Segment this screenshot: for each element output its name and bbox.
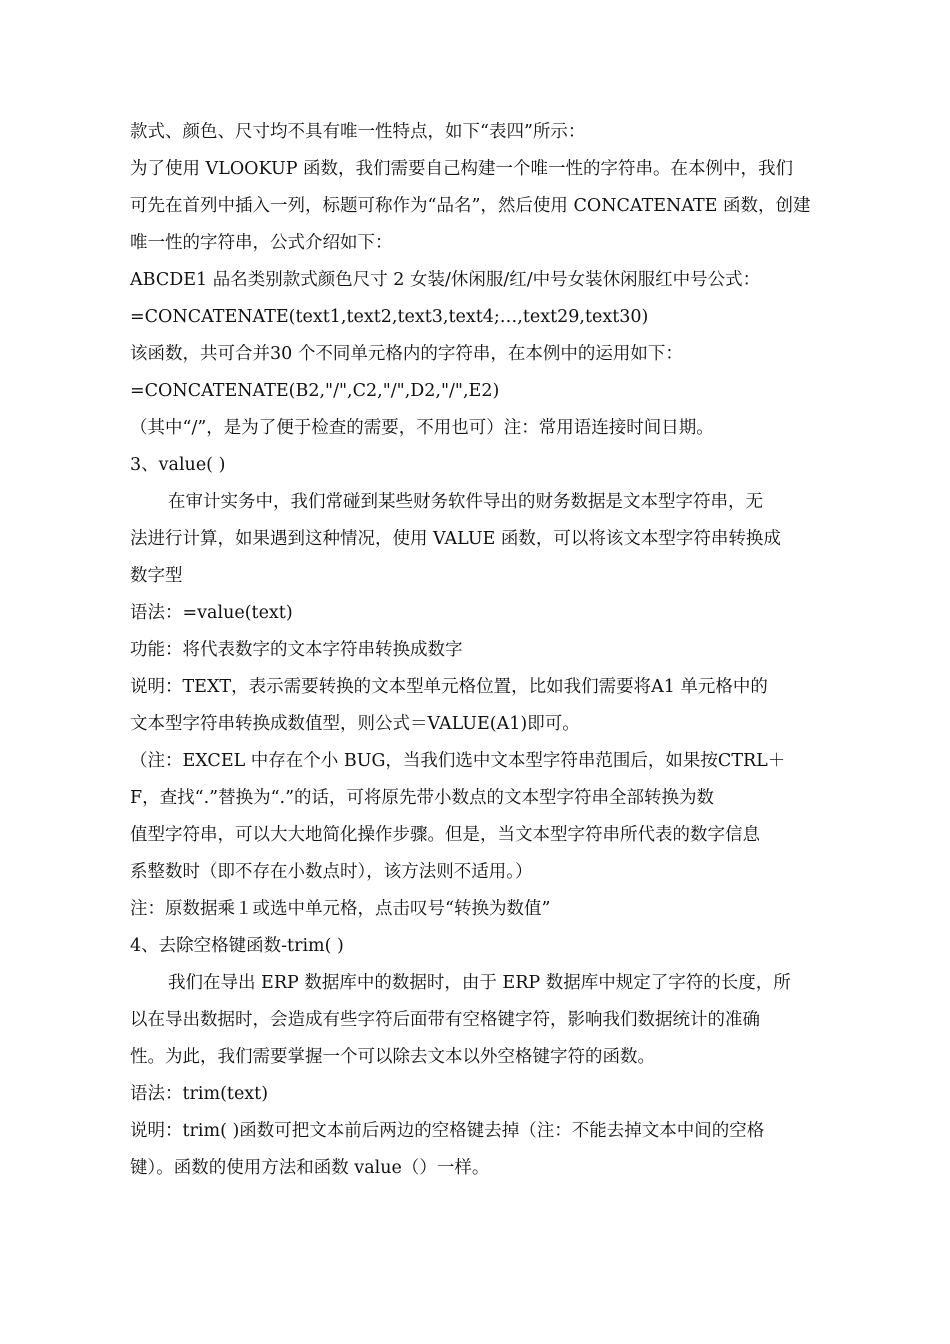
text-line: 说明：trim( )函数可把文本前后两边的空格键去掉（注：不能去掉文本中间的空格 [130,1121,765,1141]
formula-line: =CONCATENATE(B2,"/",C2,"/",D2,"/",E2) [130,381,500,401]
section-heading: 4、去除空格键函数-trim( ) [130,936,344,956]
text-line: 键）。函数的使用方法和函数 value（）一样。 [130,1158,490,1178]
text-line: 以在导出数据时，会造成有些字符后面带有空格键字符，影响我们数据统计的准确 [130,1010,760,1030]
text-line: （注：EXCEL 中存在个小 BUG，当我们选中文本型字符串范围后，如果按CTRL＋ [130,751,786,771]
text-line: 为了使用 VLOOKUP 函数，我们需要自己构建一个唯一性的字符串。在本例中，我们 [130,159,794,179]
paragraph-first-line: 我们在导出 ERP 数据库中的数据时，由于 ERP 数据库中规定了字符的长度，所 [168,973,791,993]
text-line: 系整数时（即不存在小数点时），该方法则不适用。） [130,862,533,882]
text-line: 值型字符串，可以大大地简化操作步骤。但是，当文本型字符串所代表的数字信息 [130,825,760,845]
text-line: 款式、颜色、尺寸均不具有唯一性特点，如下“表四”所示： [130,122,586,142]
document-page [130,114,830,1187]
text-line: 文本型字符串转换成数值型，则公式＝VALUE(A1)即可。 [130,714,580,734]
text-line: ABCDE1 品名类别款式颜色尺寸 2 女装/休闲服/红/中号女装休闲服红中号公式： [130,270,761,290]
text-line: 数字型 [130,566,183,586]
syntax-line: 语法：=value(text) [130,603,293,623]
syntax-line: 语法：trim(text) [130,1084,269,1104]
text-line: 该函数，共可合并30 个不同单元格内的字符串，在本例中的运用如下： [130,344,683,364]
text-line: （其中“/”，是为了便于检查的需要，不用也可）注：常用语连接时间日期。 [130,418,714,438]
paragraph-first-line: 在审计实务中，我们常碰到某些财务软件导出的财务数据是文本型字符串，无 [168,492,763,512]
text-line: 唯一性的字符串，公式介绍如下： [130,233,393,253]
text-line: 说明：TEXT，表示需要转换的文本型单元格位置，比如我们需要将A1 单元格中的 [130,677,768,697]
formula-line: =CONCATENATE(text1,text2,text3,text4;…,text29,text30) [130,307,649,327]
text-line: 法进行计算，如果遇到这种情况，使用 VALUE 函数，可以将该文本型字符串转换成 [130,529,781,549]
text-line: 可先在首列中插入一列，标题可称作为“品名”，然后使用 CONCATENATE 函数，创建 [130,196,811,216]
text-line: 性。为此，我们需要掌握一个可以除去文本以外空格键字符的函数。 [130,1047,655,1067]
section-heading: 3、value( ) [130,455,226,475]
note-line: 注：原数据乘１或选中单元格，点击叹号“转换为数值” [130,899,551,919]
text-line: F，查找“.”替换为“.”的话，可将原先带小数点的文本型字符串全部转换为数 [130,788,715,808]
function-line: 功能：将代表数字的文本字符串转换成数字 [130,640,463,660]
